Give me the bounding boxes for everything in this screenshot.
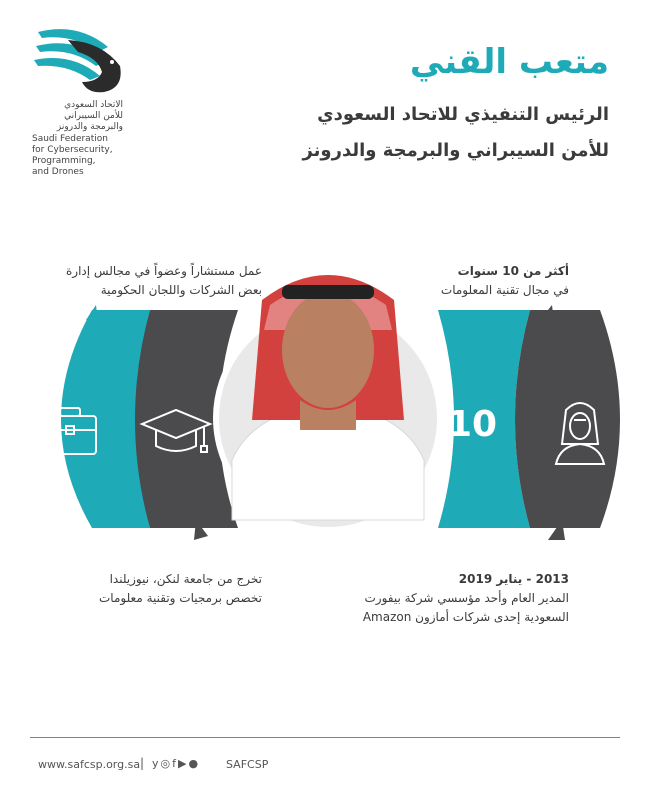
org-en-line: for Cybersecurity, bbox=[32, 145, 113, 155]
career-line1: المدير العام وأحد مؤسسي شركة بيفورت bbox=[364, 591, 569, 605]
education-caption bbox=[22, 570, 262, 608]
org-en-line: and Drones bbox=[32, 167, 84, 177]
org-name-arabic bbox=[28, 100, 123, 133]
person-role-line1: الرئيس التنفيذي للاتحاد السعودي bbox=[317, 104, 609, 125]
experience-title: أكثر من 10 سنوات bbox=[457, 264, 569, 278]
career-line2: السعودية إحدى شركات أمازون Amazon bbox=[362, 610, 569, 624]
education-line1: تخرج من جامعة لنكن، نيوزيلندا bbox=[109, 572, 262, 586]
career-title: 2013 - يناير 2019 bbox=[458, 572, 569, 586]
career-caption bbox=[329, 570, 569, 627]
person-role-line2: للأمن السيبراني والبرمجة والدرونز bbox=[302, 140, 609, 161]
org-ar-line: والبرمجة والدرونز bbox=[56, 122, 123, 132]
org-name-english bbox=[32, 134, 142, 178]
portrait bbox=[232, 275, 424, 520]
social-handle: SAFCSP bbox=[226, 758, 269, 771]
footer-divider bbox=[30, 737, 620, 738]
experience-caption bbox=[349, 262, 569, 300]
footer-separator: | bbox=[140, 756, 145, 770]
org-en-line: Saudi Federation bbox=[32, 134, 108, 144]
ten-years-number: 10 bbox=[447, 404, 498, 445]
person-name: متعب القني bbox=[409, 42, 609, 82]
safcsp-logo bbox=[28, 22, 128, 98]
boards-line2: بعض الشركات واللجان الحكومية bbox=[100, 283, 262, 297]
triangle-top-left bbox=[86, 305, 98, 322]
boards-line1: عمل مستشاراً وعضواً في مجالس إدارة bbox=[65, 264, 262, 278]
education-line2: تخصص برمجيات وتقنية معلومات bbox=[99, 591, 262, 605]
social-media-icons[interactable]: y◎f▶● bbox=[152, 757, 201, 770]
footer-website-link[interactable]: www.safcsp.org.sa bbox=[38, 758, 141, 771]
boards-caption bbox=[22, 262, 262, 300]
experience-line: في مجال تقنية المعلومات bbox=[440, 283, 569, 297]
org-ar-line: للأمن السيبراني bbox=[64, 111, 123, 121]
org-en-line: Programming, bbox=[32, 156, 96, 166]
org-ar-line: الاتحاد السعودي bbox=[64, 100, 123, 110]
right-dark-band bbox=[515, 310, 620, 528]
